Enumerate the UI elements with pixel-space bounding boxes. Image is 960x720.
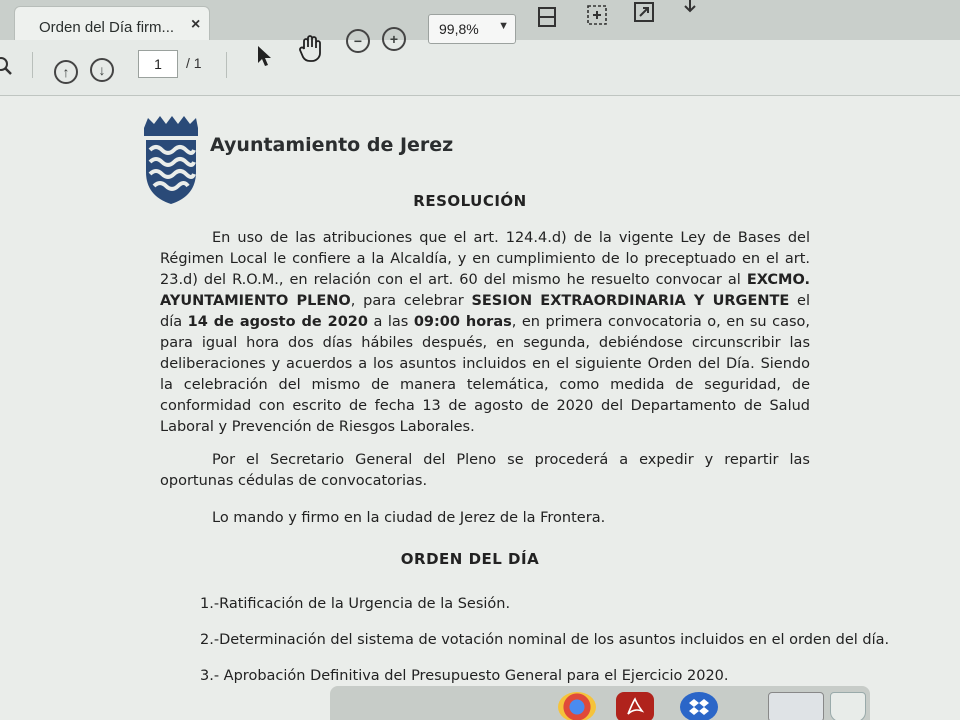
preview-icon[interactable] <box>768 692 824 720</box>
close-icon[interactable]: × <box>191 16 201 33</box>
macos-dock <box>330 686 870 720</box>
institution-name: Ayuntamiento de Jerez <box>210 134 454 156</box>
fit-width-icon[interactable] <box>584 2 610 28</box>
agenda-item: 2.-Determinación del sistema de votación nominal de los asuntos incluidos en el orden del día. <box>200 632 890 648</box>
tab-title: Orden del Día firm... <box>39 19 175 36</box>
page-number-input[interactable]: 1 <box>138 50 178 78</box>
chevron-down-icon: ▼ <box>498 20 509 32</box>
zoom-out-icon[interactable]: − <box>346 29 370 53</box>
page-total: / 1 <box>186 55 202 71</box>
select-cursor-icon[interactable] <box>256 44 274 68</box>
zoom-value: 99,8% <box>439 21 479 37</box>
rotate-icon[interactable] <box>632 0 656 24</box>
document-title: RESOLUCIÓN <box>413 192 527 210</box>
up-arrow-icon[interactable]: ↑ <box>54 60 78 84</box>
document-tab[interactable] <box>14 6 210 40</box>
agenda-item: 3.- Aprobación Definitiva del Presupuesto General para el Ejercicio 2020. <box>200 668 729 684</box>
dropbox-icon[interactable] <box>680 692 718 720</box>
agenda-item: 1.-Ratificación de la Urgencia de la Sesión. <box>200 596 511 612</box>
acrobat-icon[interactable] <box>616 692 654 720</box>
secretary-paragraph: Por el Secretario General del Pleno se procederá a expedir y repartir las oportunas cédulas de convocatorias. <box>160 452 810 489</box>
chrome-icon[interactable] <box>558 692 596 720</box>
trash-icon[interactable] <box>830 692 866 720</box>
download-icon[interactable] <box>680 0 700 18</box>
fit-page-icon[interactable] <box>536 4 558 30</box>
resolution-paragraph: En uso de las atribuciones que el art. 124.4.d) de la vigente Ley de Bases del Régimen Local le confiere a la Alcaldía, y en cumplimiento de lo preceptuado en el art. 23.d) del R.O.M., en relación con el art. 60 del mismo he resuelto convocar al EXCMO. AYUNTAMIENTO PLENO, para celebrar SESION EXTRAORDINARIA Y URGENTE el día 14 de agosto de 2020 a las 09:00 horas, en primera convocatoria o, en su caso, para igual hora dos días hábiles después, en segunda, debiéndose circunscribir las deliberaciones y acuerdos a los asuntos incluidos en el siguiente Orden del Día. Siendo la celebración del mismo de manera telemática, como medida de seguridad, de conformidad con escrito de fecha 13 de agosto de 2020 del Departamento de Salud Laboral y Prevención de Riesgos Laborales. <box>160 230 811 435</box>
signature-paragraph: Lo mando y firmo en la ciudad de Jerez de la Frontera. <box>212 510 606 526</box>
zoom-in-icon[interactable]: + <box>382 27 406 51</box>
search-icon[interactable] <box>0 56 14 76</box>
zoom-select[interactable] <box>428 14 516 44</box>
hand-tool-icon[interactable] <box>296 34 326 64</box>
document-viewport[interactable] <box>0 96 960 720</box>
agenda-title: ORDEN DEL DÍA <box>400 550 540 568</box>
down-arrow-icon[interactable]: ↓ <box>90 58 114 82</box>
